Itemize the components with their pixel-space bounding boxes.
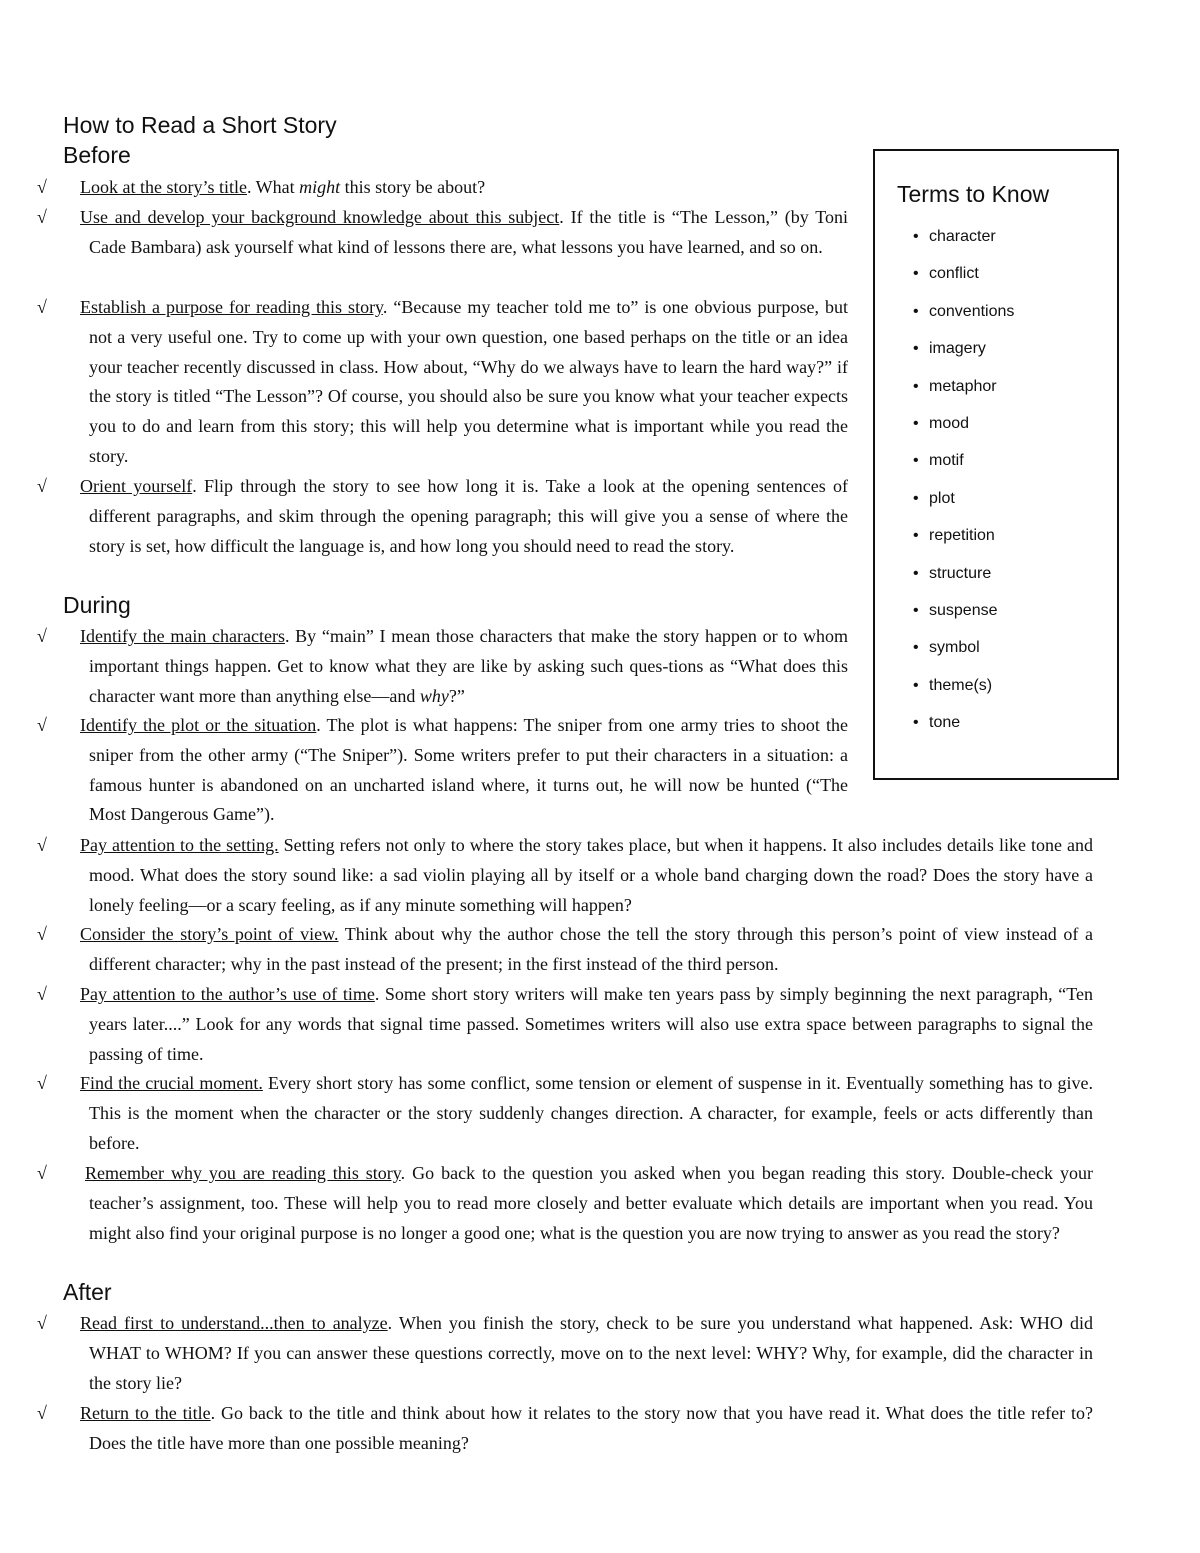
bullet-icon: •	[913, 527, 919, 545]
list-item: • imagery	[913, 338, 1014, 375]
list-item: • conventions	[913, 301, 1014, 338]
bullet-icon: •	[913, 414, 919, 432]
bullet-icon: •	[913, 489, 919, 507]
terms-box	[873, 149, 1119, 780]
item-link: Find the crucial moment.	[80, 1073, 263, 1093]
list-item: √ Identify the plot or the situation. The plot is what happens: The sniper from one army tries to shoot the sniper from the other army (“The Sniper”). Some writers prefer to put their characters in a situation: a famous hunter is abandoned on an uncharted island where, it turns out, he will now be hunted (“The Most Dangerous Game”).	[63, 711, 848, 830]
section-heading-during: During	[63, 592, 131, 618]
list-item: √ Remember why you are reading this story. Go back to the question you asked when you began reading this story. Double-check your teacher’s assignment, too. These will help you to read more closely and better evaluate which details are important when you read. You might also find your original purpose is no longer a good one; what is the question you are now trying to answer as you read the story?	[63, 1159, 1093, 1248]
list-item: • structure	[913, 563, 1014, 600]
bullet-icon: •	[913, 265, 919, 283]
check-icon: √	[37, 626, 47, 646]
item-link: Identify the plot or the situation	[80, 715, 317, 735]
item-link: Consider the story’s point of view.	[80, 924, 339, 944]
section-heading-after: After	[63, 1279, 112, 1305]
list-item: • metaphor	[913, 376, 1014, 413]
list-item: √ Consider the story’s point of view. Think about why the author chose the tell the story through this person’s point of view instead of a different character; why in the past instead of the present; in the first instead of the third person.	[63, 920, 1093, 980]
check-icon: √	[37, 297, 47, 317]
list-item: √ Find the crucial moment. Every short story has some conflict, some tension or element of suspense in it. Eventually something has to give. This is the moment when the character or the story suddenly changes direction. A character, for example, feels or acts differently than before.	[63, 1069, 1093, 1158]
bullet-icon: •	[913, 639, 919, 657]
item-link: Look at the story’s title	[80, 177, 247, 197]
item-link: Orient yourself	[80, 476, 193, 496]
check-icon: √	[37, 1163, 47, 1183]
list-item: • plot	[913, 488, 1014, 525]
list-item: √ Identify the main characters. By “main” I mean those characters that make the story happen or to whom important things happen. Get to know what they are like by asking such ques-tions as “What does this character want more than anything else––and why?”	[63, 622, 848, 711]
list-item: • mood	[913, 413, 1014, 450]
list-item: √ Return to the title. Go back to the title and think about how it relates to the story now that you have read it. What does the title refer to? Does the title have more than one possible meaning?	[63, 1399, 1093, 1459]
bullet-icon: •	[913, 452, 919, 470]
check-icon: √	[37, 1403, 47, 1423]
bullet-icon: •	[913, 302, 919, 320]
list-item: √ Orient yourself. Flip through the story to see how long it is. Take a look at the opening sentences of different paragraphs, and skim through the opening paragraph; this will give you a sense of where the story is set, how difficult the language is, and how long you should need to read the story.	[63, 472, 848, 561]
item-link: Identify the main characters	[80, 626, 285, 646]
item-link: Return to the title	[80, 1403, 211, 1423]
section-heading-before: Before	[63, 142, 131, 168]
check-icon: √	[37, 1073, 47, 1093]
check-icon: √	[37, 984, 47, 1004]
check-icon: √	[37, 715, 47, 735]
list-item: • motif	[913, 450, 1014, 487]
page-title: How to Read a Short Story	[63, 112, 337, 138]
check-icon: √	[37, 207, 47, 227]
check-icon: √	[37, 476, 47, 496]
list-item: • suspense	[913, 600, 1014, 637]
list-item: √ Establish a purpose for reading this story. “Because my teacher told me to” is one obvious purpose, but not a very useful one. Try to come up with your own question, one based perhaps on the title or an idea your teacher recently discussed in class. How about, “Why do we always have to learn the hard way?” if the story is titled “The Lesson”? Of course, you should also be sure you know what your teacher expects you to do and learn from this story; this will help you determine what is important while you read the story.	[63, 293, 848, 472]
list-item: • repetition	[913, 525, 1014, 562]
bullet-icon: •	[913, 564, 919, 582]
check-icon: √	[37, 924, 47, 944]
bullet-icon: •	[913, 340, 919, 358]
list-item: • character	[913, 226, 1014, 263]
terms-title: Terms to Know	[897, 181, 1050, 207]
list-item: • conflict	[913, 263, 1014, 300]
list-item: √ Look at the story’s title. What might this story be about?	[63, 173, 848, 203]
bullet-icon: •	[913, 676, 919, 694]
list-item: √ Pay attention to the author’s use of time. Some short story writers will make ten years pass by simply beginning the next paragraph, “Ten years later....” Look for any words that signal time passed. Sometimes writers will also use extra space between paragraphs to signal the passing of time.	[63, 980, 1093, 1069]
item-link: Pay attention to the setting.	[80, 835, 279, 855]
list-item: • symbol	[913, 637, 1014, 674]
list-item: √ Read first to understand...then to analyze. When you finish the story, check to be sure you understand what happened. Ask: WHO did WHAT to WHOM? If you can answer these questions correctly, move on to the next level: WHY? Why, for example, did the character in the story lie?	[63, 1309, 1093, 1398]
item-link: Use and develop your background knowledge about this subject	[80, 207, 560, 227]
check-icon: √	[37, 177, 47, 197]
bullet-icon: •	[913, 228, 919, 245]
terms-list	[913, 226, 1014, 749]
list-item: • tone	[913, 712, 1014, 749]
check-icon: √	[37, 1313, 47, 1333]
item-link: Pay attention to the author’s use of time	[80, 984, 375, 1004]
list-item: √ Pay attention to the setting. Setting refers not only to where the story takes place, but when it happens. It also includes details like tone and mood. What does the story sound like: a sad violin playing all by itself or a whole band charging down the road? Does the story have a lonely feeling—or a scary feeling, as if any minute something will happen?	[63, 831, 1093, 920]
item-link: Remember why you are reading this story	[85, 1163, 401, 1183]
bullet-icon: •	[913, 601, 919, 619]
list-item: • theme(s)	[913, 675, 1014, 712]
bullet-icon: •	[913, 377, 919, 395]
bullet-icon: •	[913, 714, 919, 732]
list-item: √ Use and develop your background knowledge about this subject. If the title is “The Lesson,” (by Toni Cade Bambara) ask yourself what kind of lessons there are, what lessons you have learned, and so on.	[63, 203, 848, 263]
item-link: Establish a purpose for reading this story	[80, 297, 383, 317]
check-icon: √	[37, 835, 47, 855]
item-link: Read first to understand...then to analyze	[80, 1313, 388, 1333]
